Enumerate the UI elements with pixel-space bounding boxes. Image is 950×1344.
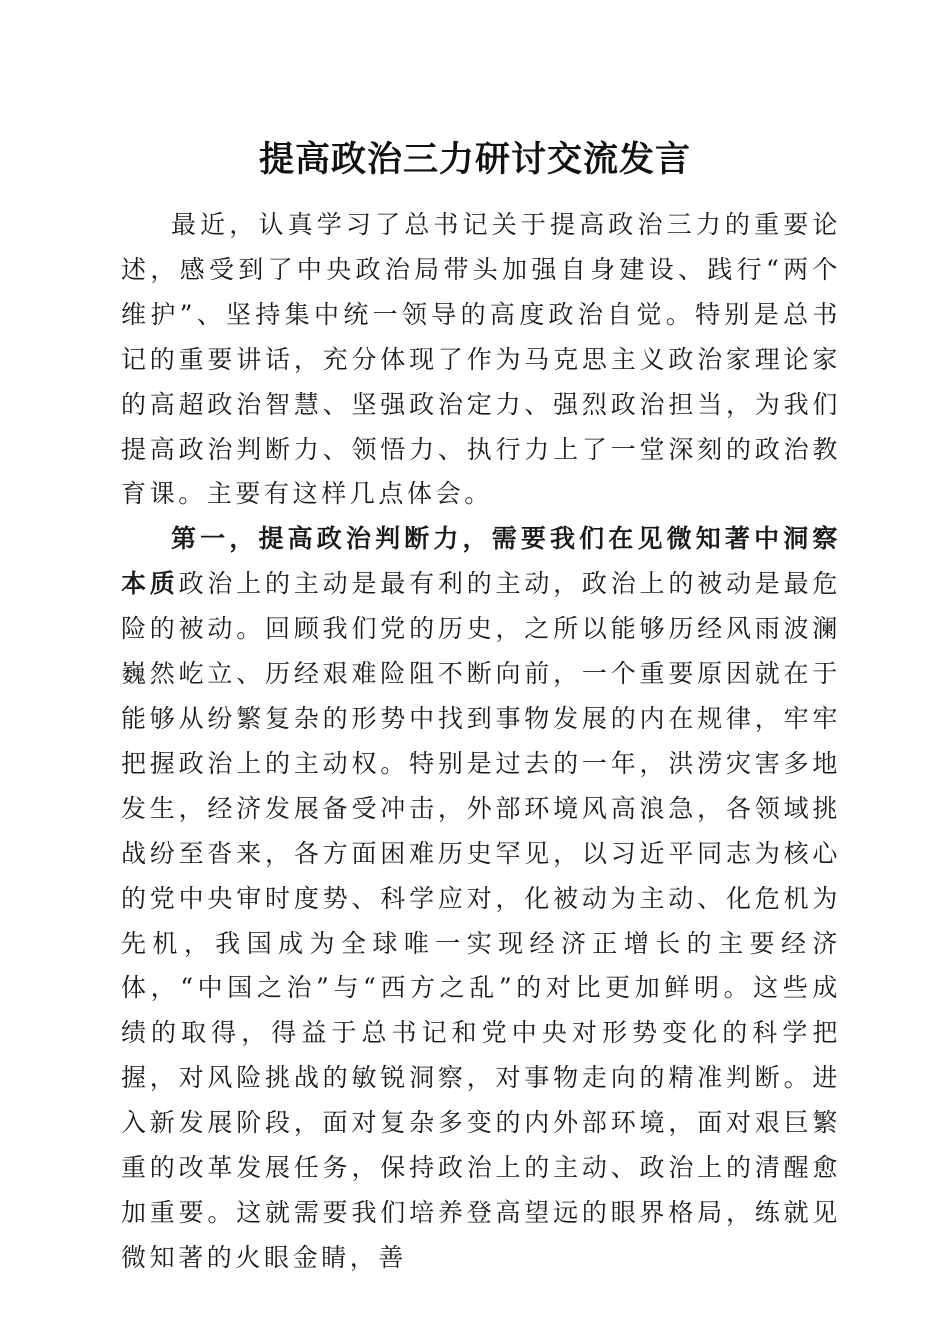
paragraph-lead: 第一，提高政治判断力，需要我们在见微知著中洞察本质 [121, 524, 841, 599]
paragraph-text: 最近，认真学习了总书记关于提高政治三力的重要论述，感受到了中央政治局带头加强自身建设、践行“两个维护”、坚持集中统一领导的高度政治自觉。特别是总书记的重要讲话，充分体现了作为马克思主义政治家理论家的高超政治智慧、坚强政治定力、强烈政治担当，为我们提高政治判断力、领悟力、执行力上了一堂深刻的政治教育课。主要有这样几点体会。 [121, 210, 841, 509]
paragraph-intro [121, 203, 841, 517]
paragraph-text: 政治上的主动是最有利的主动，政治上的被动是最危险的被动。回顾我们党的历史，之所以能够历经风雨波澜巍然屹立、历经艰难险阻不断向前，一个重要原因就在于能够从纷繁复杂的形势中找到事物发展的内在规律，牢牢把握政治上的主动权。特别是过去的一年，洪涝灾害多地发生，经济发展备受冲击，外部环境风高浪急，各领域挑战纷至沓来，各方面困难历史罕见，以习近平同志为核心的党中央审时度势、科学应对，化被动为主动、化危机为先机，我国成为全球唯一实现经济正增长的主要经济体，“中国之治”与“西方之乱”的对比更加鲜明。这些成绩的取得，得益于总书记和党中央对形势变化的科学把握，对风险挑战的敏锐洞察，对事物走向的精准判断。进入新发展阶段，面对复杂多变的内外部环境，面对艰巨繁重的改革发展任务，保持政治上的主动、政治上的清醒愈加重要。这就需要我们培养登高望远的眼界格局，练就见微知著的火眼金睛，善 [121, 569, 841, 1272]
document-title: 提高政治三力研讨交流发言 [258, 139, 691, 180]
document-body [121, 203, 841, 1281]
paragraph-point-one [121, 517, 841, 1280]
